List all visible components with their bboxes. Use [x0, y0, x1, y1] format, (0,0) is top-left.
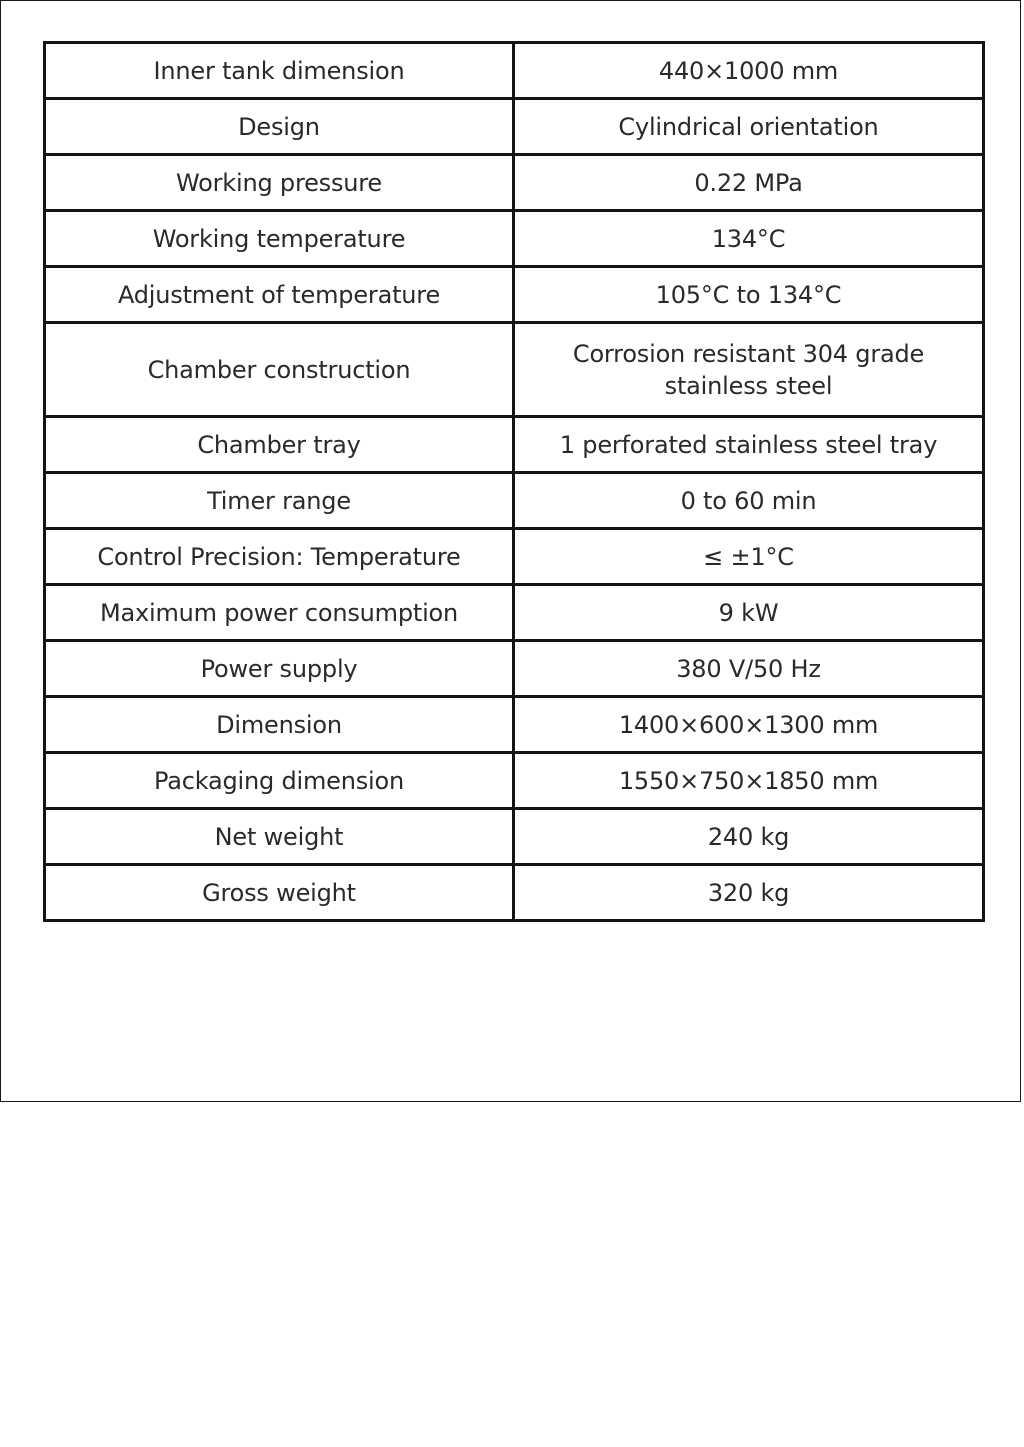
table-row: [45, 697, 984, 753]
table-row: [45, 585, 984, 641]
table-row: [45, 865, 984, 921]
spec-value: 0.22 MPa: [514, 155, 984, 211]
table-row: [45, 99, 984, 155]
spec-value: 240 kg: [514, 809, 984, 865]
spec-value: 440×1000 mm: [514, 43, 984, 99]
spec-label: Timer range: [45, 473, 514, 529]
table-row: [45, 809, 984, 865]
spec-value: Cylindrical orientation: [514, 99, 984, 155]
table-row: [45, 267, 984, 323]
spec-value: ≤ ±1°C: [514, 529, 984, 585]
table-row: [45, 155, 984, 211]
table-row: [45, 641, 984, 697]
spec-value: 1400×600×1300 mm: [514, 697, 984, 753]
spec-label: Gross weight: [45, 865, 514, 921]
spec-value: 0 to 60 min: [514, 473, 984, 529]
table-row: [45, 43, 984, 99]
spec-label: Working temperature: [45, 211, 514, 267]
table-row: [45, 417, 984, 473]
spec-label: Inner tank dimension: [45, 43, 514, 99]
table-row: [45, 753, 984, 809]
spec-label: Net weight: [45, 809, 514, 865]
spec-label: Packaging dimension: [45, 753, 514, 809]
spec-label: Chamber construction: [45, 323, 514, 417]
spec-label: Control Precision: Temperature: [45, 529, 514, 585]
spec-label: Working pressure: [45, 155, 514, 211]
spec-label: Chamber tray: [45, 417, 514, 473]
spec-value: 380 V/50 Hz: [514, 641, 984, 697]
table-row: [45, 211, 984, 267]
table-row: [45, 529, 984, 585]
spec-label: Design: [45, 99, 514, 155]
spec-value: 9 kW: [514, 585, 984, 641]
table-row: [45, 323, 984, 417]
spec-label: Maximum power consumption: [45, 585, 514, 641]
spec-value: 105°C to 134°C: [514, 267, 984, 323]
specification-table: [43, 41, 985, 922]
spec-value: 1550×750×1850 mm: [514, 753, 984, 809]
spec-value: 320 kg: [514, 865, 984, 921]
table-row: [45, 473, 984, 529]
spec-value: 134°C: [514, 211, 984, 267]
spec-label: Power supply: [45, 641, 514, 697]
spec-value: Corrosion resistant 304 grade stainless steel: [514, 323, 984, 417]
spec-value: 1 perforated stainless steel tray: [514, 417, 984, 473]
spec-label: Dimension: [45, 697, 514, 753]
spec-label: Adjustment of temperature: [45, 267, 514, 323]
